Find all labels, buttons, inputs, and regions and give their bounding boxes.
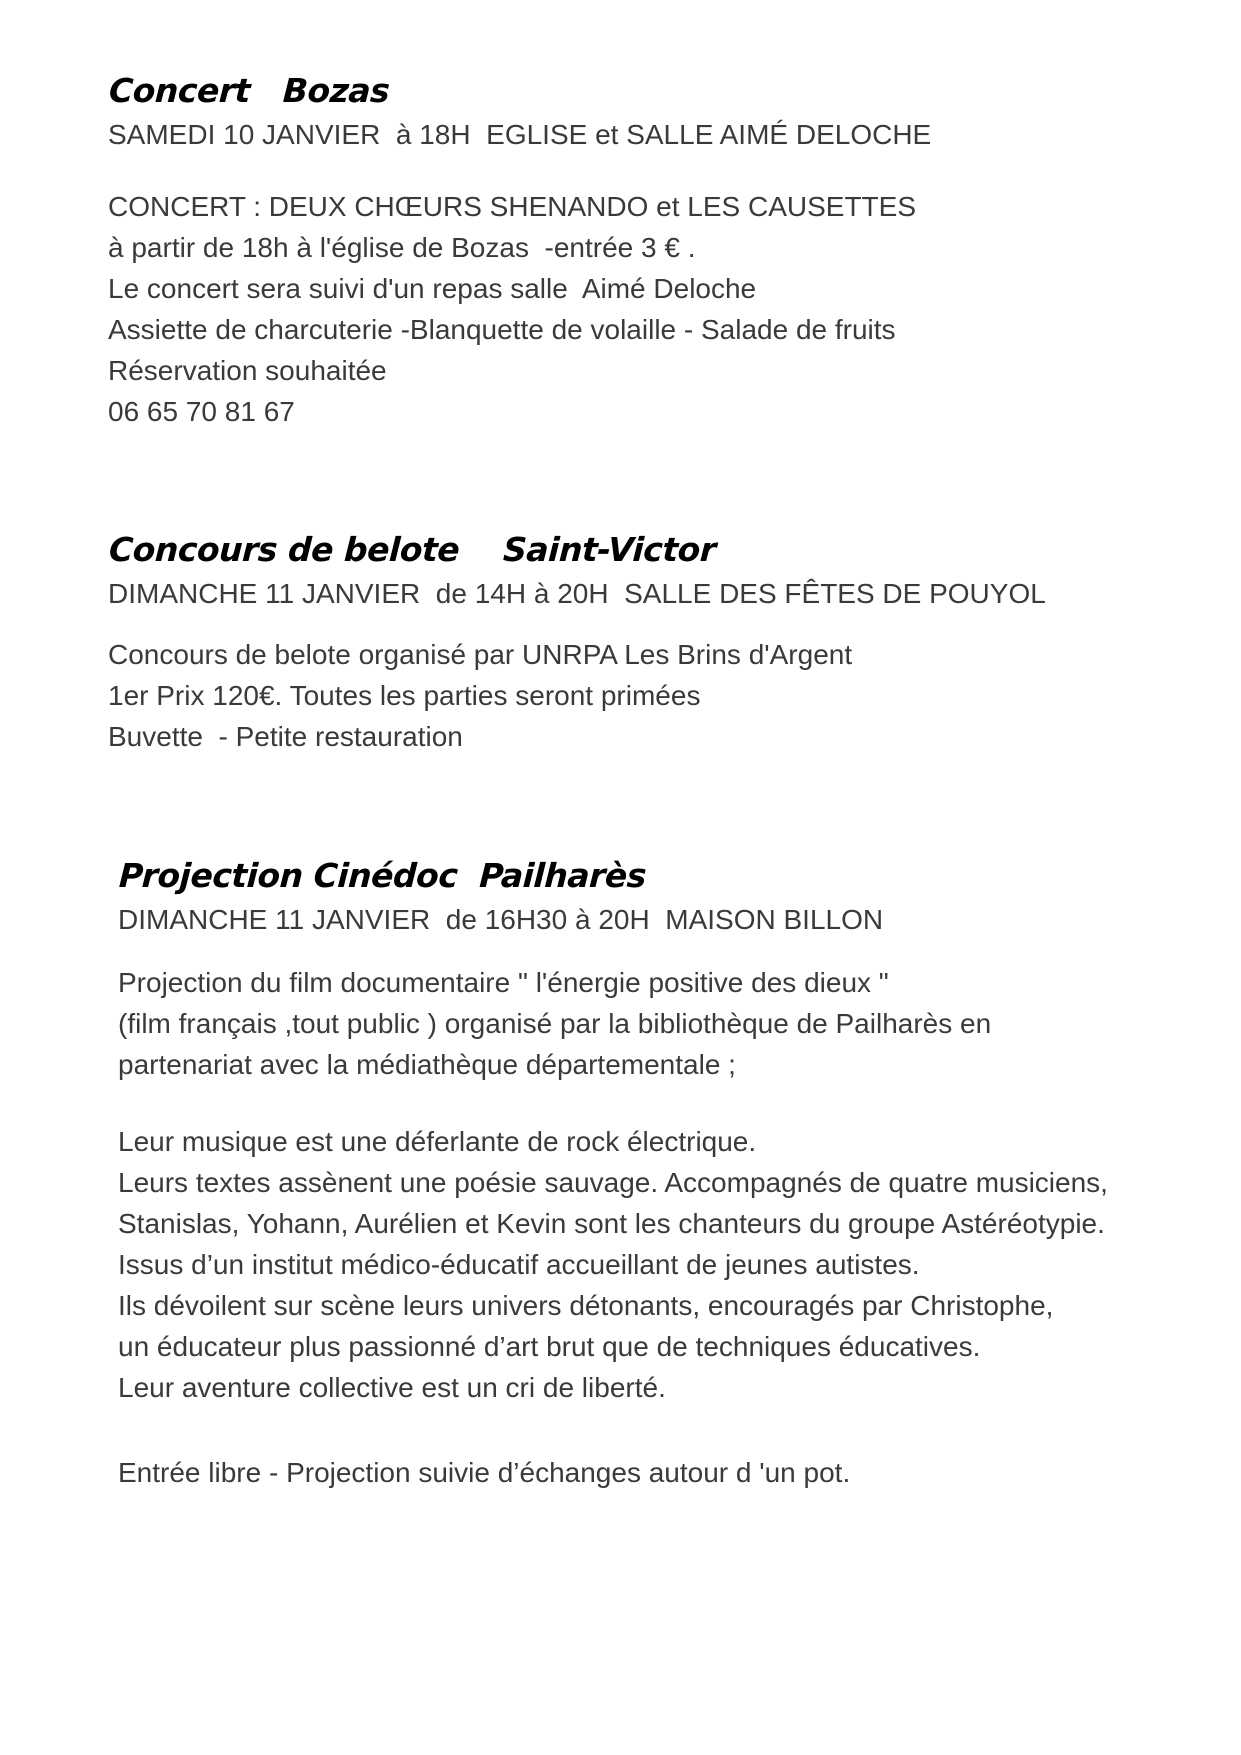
text-line: Leur musique est une déferlante de rock électrique.	[118, 1126, 757, 1157]
text-line: Le concert sera suivi d'un repas salle Aimé Deloche	[108, 273, 757, 304]
event-details	[118, 962, 1201, 1085]
event-projection-cinedoc	[108, 855, 1201, 1493]
phone-number: 06 65 70 81 67	[108, 396, 295, 427]
event-title: Concert Bozas	[108, 71, 391, 110]
text-line: Ils dévoilent sur scène leurs univers détonants, encouragés par Christophe,	[118, 1290, 1054, 1321]
event-details	[108, 186, 1201, 432]
text-line: 1er Prix 120€. Toutes les parties seront primées	[108, 680, 701, 711]
text-line: un éducateur plus passionné d’art brut que de techniques éducatives.	[118, 1331, 981, 1362]
text-line: à partir de 18h à l'église de Bozas -entrée 3 € .	[108, 232, 696, 263]
event-concert-bozas	[108, 70, 1201, 432]
event-details	[108, 634, 1201, 757]
event-title: Projection Cinédoc Pailharès	[118, 856, 648, 895]
event-datetime-venue: SAMEDI 10 JANVIER à 18H EGLISE et SALLE AIMÉ DELOCHE	[108, 119, 932, 150]
admission-note	[118, 1452, 1201, 1493]
text-line: partenariat avec la médiathèque départementale ;	[118, 1049, 736, 1080]
text-line: Projection du film documentaire " l'énergie positive des dieux "	[118, 967, 889, 998]
text-line: (film français ,tout public ) organisé par la bibliothèque de Pailharès en	[118, 1008, 992, 1039]
text-line: Réservation souhaitée	[108, 355, 387, 386]
text-line: Leurs textes assènent une poésie sauvage. Accompagnés de quatre musiciens,	[118, 1167, 1108, 1198]
text-line: Leur aventure collective est un cri de liberté.	[118, 1372, 666, 1403]
text-line: Buvette - Petite restauration	[108, 721, 463, 752]
event-datetime-venue: DIMANCHE 11 JANVIER de 14H à 20H SALLE DES FÊTES DE POUYOL	[108, 578, 1046, 609]
text-line: Issus d’un institut médico-éducatif accueillant de jeunes autistes.	[118, 1249, 920, 1280]
text-line: CONCERT : DEUX CHŒURS SHENANDO et LES CAUSETTES	[108, 191, 917, 222]
event-concours-belote	[108, 529, 1201, 757]
film-description	[118, 1121, 1201, 1408]
text-line: Entrée libre - Projection suivie d’échanges autour d 'un pot.	[118, 1457, 851, 1488]
event-datetime-venue: DIMANCHE 11 JANVIER de 16H30 à 20H MAISON BILLON	[118, 904, 884, 935]
text-line: Stanislas, Yohann, Aurélien et Kevin sont les chanteurs du groupe Astéréotypie.	[118, 1208, 1105, 1239]
event-title: Concours de belote Saint-Victor	[108, 530, 717, 569]
text-line: Concours de belote organisé par UNRPA Les Brins d'Argent	[108, 639, 853, 670]
text-line: Assiette de charcuterie -Blanquette de volaille - Salade de fruits	[108, 314, 896, 345]
